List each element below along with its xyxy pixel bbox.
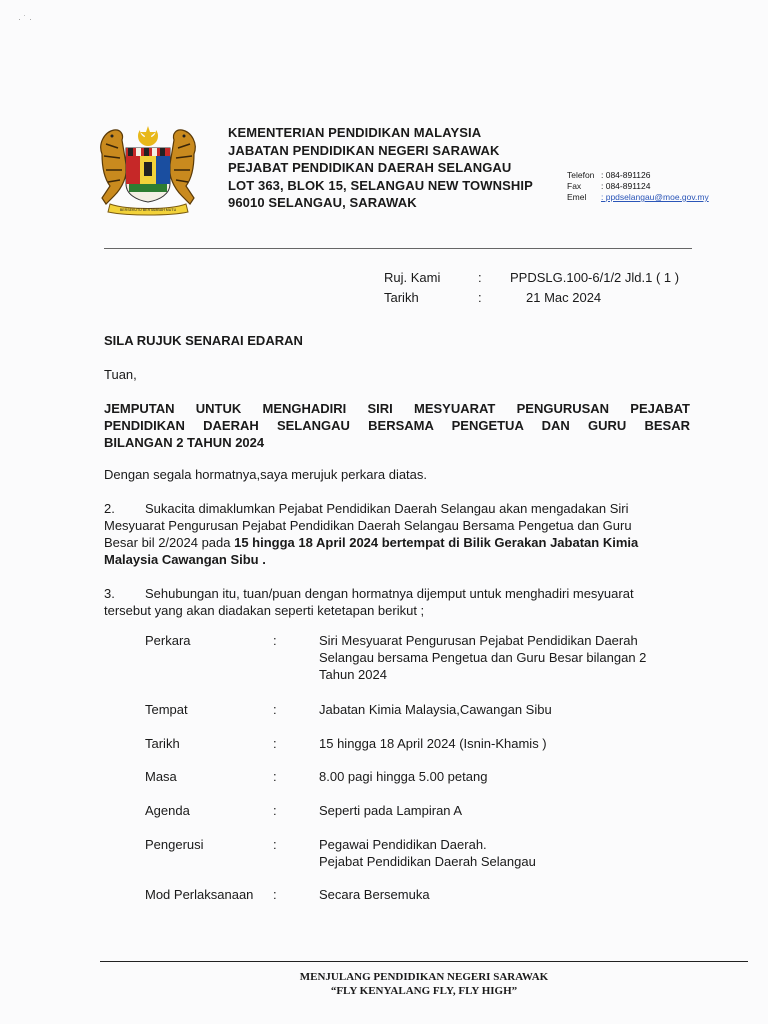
crest-motto-scroll: BERSEKUTU BERTAMBAH MUTU bbox=[119, 208, 177, 212]
paragraph-text: Besar bil 2/2024 pada bbox=[104, 535, 235, 550]
detail-value-line: Siri Mesyuarat Pengurusan Pejabat Pendidikan Daerah bbox=[319, 633, 638, 648]
detail-colon: : bbox=[273, 887, 277, 902]
detail-row bbox=[145, 836, 709, 870]
header-divider bbox=[104, 248, 692, 249]
recipient-line: SILA RUJUK SENARAI EDARAN bbox=[104, 333, 303, 348]
detail-colon: : bbox=[273, 803, 277, 818]
paragraph-text: tersebut yang akan diadakan seperti ketetapan berikut ; bbox=[104, 603, 425, 618]
subject-line: JEMPUTAN UNTUK MENGHADIRI SIRI MESYUARAT PENGURUSAN PEJABAT bbox=[104, 401, 690, 416]
subject-line: BILANGAN 2 TAHUN 2024 bbox=[104, 435, 265, 450]
detail-colon: : bbox=[273, 633, 277, 648]
paragraph-text: Sukacita dimaklumkan Pejabat Pendidikan Daerah Selangau akan mengadakan Siri bbox=[145, 501, 629, 516]
detail-value-line: Selangau bersama Pengetua dan Guru Besar bilangan 2 bbox=[319, 650, 647, 665]
subject-heading bbox=[104, 400, 690, 451]
contact-label: Fax bbox=[567, 181, 582, 191]
detail-key: Pengerusi bbox=[145, 837, 204, 852]
ministry-line: LOT 363, BLOK 15, SELANGAU NEW TOWNSHIP bbox=[228, 177, 533, 193]
salutation: Tuan, bbox=[104, 367, 137, 382]
detail-colon: : bbox=[273, 736, 277, 751]
contact-label: Emel bbox=[567, 192, 587, 202]
detail-colon: : bbox=[273, 769, 277, 784]
ministry-line: KEMENTERIAN PENDIDIKAN MALAYSIA bbox=[228, 125, 482, 140]
ref-colon: : bbox=[478, 270, 482, 285]
ministry-line: PEJABAT PENDIDIKAN DAERAH SELANGAU bbox=[228, 160, 512, 175]
phone-value: : 084-891126 bbox=[601, 170, 651, 180]
scan-speck: · ˙ · bbox=[18, 14, 32, 24]
detail-colon: : bbox=[273, 837, 277, 852]
ref-key: Tarikh bbox=[384, 290, 419, 305]
detail-row bbox=[145, 886, 709, 903]
detail-key: Mod Perlaksanaan bbox=[145, 887, 254, 902]
footer-divider bbox=[100, 961, 748, 962]
detail-row bbox=[145, 701, 709, 718]
paragraph-number: 3. bbox=[104, 586, 115, 601]
contact-label: Telefon bbox=[567, 170, 595, 180]
fax-value: : 084-891124 bbox=[601, 181, 651, 191]
detail-key: Tempat bbox=[145, 702, 188, 717]
paragraph-text: Sehubungan itu, tuan/puan dengan hormatnya dijemput untuk menghadiri mesyuarat bbox=[145, 586, 634, 601]
ref-date: 21 Mac 2024 bbox=[526, 290, 602, 305]
detail-row bbox=[145, 768, 709, 785]
detail-value: Secara Bersemuka bbox=[319, 887, 430, 902]
detail-row bbox=[145, 632, 709, 683]
detail-value: 8.00 pagi hingga 5.00 petang bbox=[319, 769, 488, 784]
malaysia-coat-of-arms-icon bbox=[96, 124, 200, 216]
detail-colon: : bbox=[273, 702, 277, 717]
detail-value: 15 hingga 18 April 2024 (Isnin-Khamis ) bbox=[319, 736, 547, 751]
detail-value: Jabatan Kimia Malaysia,Cawangan Sibu bbox=[319, 702, 552, 717]
ministry-line: JABATAN PENDIDIKAN NEGERI SARAWAK bbox=[228, 142, 500, 158]
detail-key: Agenda bbox=[145, 803, 190, 818]
detail-value-line: Pegawai Pendidikan Daerah. bbox=[319, 837, 487, 852]
paragraph-bold-text: Malaysia Cawangan Sibu . bbox=[104, 552, 266, 567]
ministry-header bbox=[228, 124, 533, 212]
ref-key: Ruj. Kami bbox=[384, 270, 441, 285]
detail-value bbox=[319, 632, 709, 683]
detail-value: Seperti pada Lampiran A bbox=[319, 803, 463, 818]
detail-value-line: Pejabat Pendidikan Daerah Selangau bbox=[319, 854, 536, 869]
detail-key: Perkara bbox=[145, 633, 191, 648]
contact-block bbox=[567, 170, 709, 203]
footer-motto: MENJULANG PENDIDIKAN NEGERI SARAWAK bbox=[299, 971, 549, 983]
opening-paragraph: Dengan segala hormatnya,saya merujuk perkara diatas. bbox=[104, 467, 428, 482]
email-link[interactable]: : ppdselangau@moe.gov.my bbox=[601, 192, 709, 202]
paragraph-3 bbox=[104, 585, 690, 619]
ref-number: PPDSLG.100-6/1/2 Jld.1 ( 1 ) bbox=[510, 270, 680, 285]
detail-row bbox=[145, 735, 709, 752]
reference-block bbox=[384, 268, 679, 308]
footer-slogan: “FLY KENYALANG FLY, FLY HIGH” bbox=[330, 985, 518, 997]
paragraph-bold-text: 15 hingga 18 April 2024 bertempat di Bilik Gerakan Jabatan Kimia bbox=[234, 535, 639, 550]
detail-key: Masa bbox=[145, 769, 177, 784]
paragraph-2 bbox=[104, 500, 690, 568]
paragraph-number: 2. bbox=[104, 501, 115, 516]
detail-key: Tarikh bbox=[145, 736, 180, 751]
subject-line: PENDIDIKAN DAERAH SELANGAU BERSAMA PENGETUA DAN GURU BESAR bbox=[104, 418, 690, 433]
paragraph-text: Mesyuarat Pengurusan Pejabat Pendidikan Daerah Selangau Bersama Pengetua dan Guru bbox=[104, 518, 632, 533]
ministry-line: 96010 SELANGAU, SARAWAK bbox=[228, 195, 417, 210]
detail-row bbox=[145, 802, 709, 819]
detail-value bbox=[319, 836, 709, 870]
ref-colon: : bbox=[478, 290, 482, 305]
detail-value-line: Tahun 2024 bbox=[319, 667, 387, 682]
